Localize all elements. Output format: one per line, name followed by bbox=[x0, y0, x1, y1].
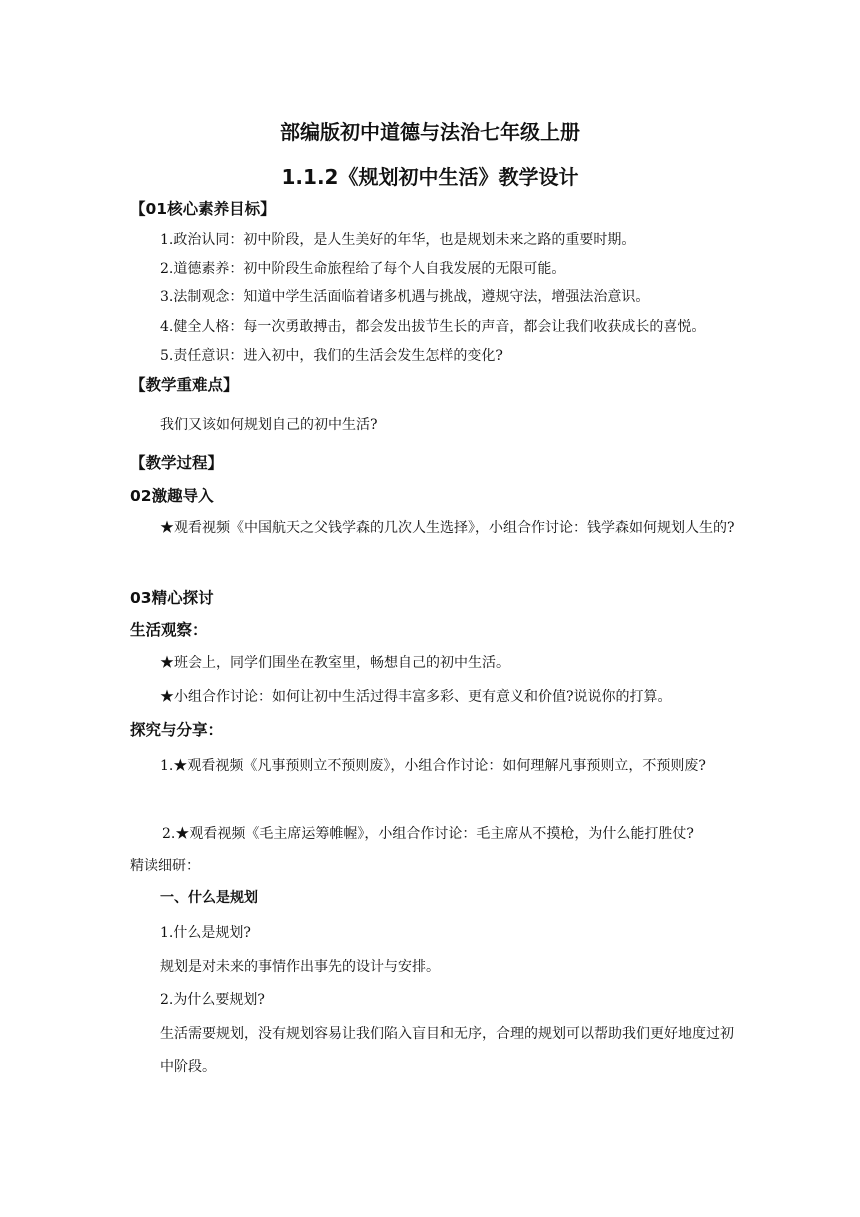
observe-item-1: ★班会上，同学们围坐在教室里，畅想自己的初中生活。 bbox=[160, 655, 510, 671]
key-points-heading: 【教学重难点】 bbox=[130, 376, 239, 394]
key-points-text: 我们又该如何规划自己的初中生活? bbox=[160, 417, 378, 433]
document-subtitle: 1.1.2《规划初中生活》教学设计 bbox=[281, 165, 579, 189]
goals-heading: 【01核心素养目标】 bbox=[130, 200, 276, 218]
goal-item-4: 4.健全人格：每一次勇敢搏击，都会发出拔节生长的声音，都会让我们收获成长的喜悦。 bbox=[160, 319, 706, 335]
share-item-1: 1.★观看视频《凡事预则立不预则废》，小组合作讨论：如何理解凡事预则立，不预则废? bbox=[160, 758, 706, 774]
goal-item-5: 5.责任意识：进入初中，我们的生活会发生怎样的变化? bbox=[160, 348, 503, 364]
close-reading-label: 精读细研： bbox=[130, 858, 200, 874]
intro-paragraph: ★观看视频《中国航天之父钱学森的几次人生选择》，小组合作讨论：钱学森如何规划人生的? bbox=[160, 520, 735, 536]
share-item-2: 2.★观看视频《毛主席运筹帷幄》，小组合作讨论：毛主席从不摸枪，为什么能打胜仗? bbox=[162, 826, 694, 842]
document-title: 部编版初中道德与法治七年级上册 bbox=[280, 120, 580, 144]
goal-item-3: 3.法制观念：知道中学生活面临着诸多机遇与挑战，遵规守法，增强法治意识。 bbox=[160, 289, 650, 305]
goal-item-2: 2.道德素养：初中阶段生命旅程给了每个人自我发展的无限可能。 bbox=[160, 261, 566, 277]
share-heading: 探究与分享： bbox=[130, 721, 224, 739]
observe-heading: 生活观察： bbox=[130, 621, 208, 639]
explore-heading: 03精心探讨 bbox=[130, 589, 214, 607]
answer-2: 生活需要规划，没有规划容易让我们陷入盲目和无序，合理的规划可以帮助我们更好地度过初中阶段。 bbox=[160, 1026, 734, 1075]
subsection-what-is-planning: 一、什么是规划 bbox=[160, 890, 258, 906]
process-heading: 【教学过程】 bbox=[130, 454, 224, 472]
answer-1: 规划是对未来的事情作出事先的设计与安排。 bbox=[160, 959, 440, 975]
intro-heading: 02激趣导入 bbox=[130, 487, 214, 505]
question-2: 2.为什么要规划? bbox=[160, 992, 265, 1008]
observe-item-2: ★小组合作讨论：如何让初中生活过得丰富多彩、更有意义和价值?说说你的打算。 bbox=[160, 689, 672, 705]
goal-item-1: 1.政治认同：初中阶段，是人生美好的年华，也是规划未来之路的重要时期。 bbox=[160, 232, 636, 248]
question-1: 1.什么是规划? bbox=[160, 925, 251, 941]
